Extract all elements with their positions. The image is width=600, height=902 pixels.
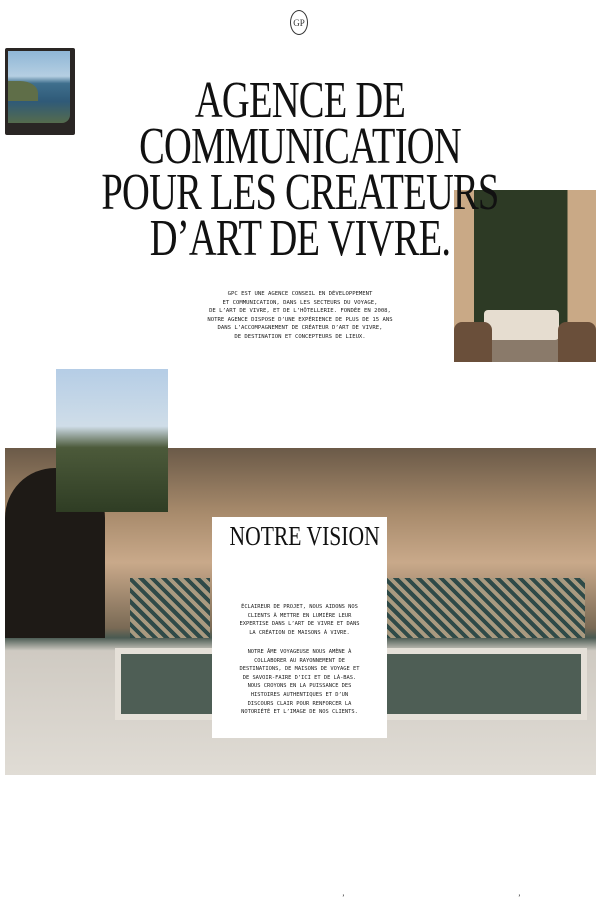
intro-line: GPC EST UNE AGENCE CONSEIL EN DÉVELOPPEMENT	[227, 291, 373, 297]
vision-line: DISCOURS CLAIR POUR RENFORCER LA	[247, 700, 352, 707]
title-line: COMMUNICATION	[139, 118, 461, 175]
title-line: D’ART DE VIVRE.	[149, 210, 451, 267]
vision-paragraph-1	[218, 603, 381, 637]
vision-line: LA CRÉATION DE MAISONS À VIVRE.	[249, 629, 350, 636]
vision-line: DESTINATIONS, DE MAISONS DE VOYAGE ET	[239, 666, 360, 673]
vision-line: NOTORIÉTÉ ET L’IMAGE DE NOS CLIENTS.	[241, 709, 358, 716]
vision-line: EXPERTISE DANS L’ART DE VIVRE ET DANS	[239, 621, 360, 628]
hero-title	[0, 72, 600, 267]
palm-trees-image	[56, 369, 168, 512]
vision-line: HISTOIRES AUTHENTIQUES ET D’UN	[250, 691, 349, 698]
vision-paragraph-2	[218, 648, 381, 717]
vision-line: NOTRE ÂME VOYAGEUSE NOUS AMÈNE À	[247, 649, 352, 655]
intro-line: DE DESTINATION ET CONCEPTEURS DE LIEUX.	[234, 333, 366, 340]
intro-line: DE L’ART DE VIVRE, ET DE L’HÔTELLERIE. FONDÉE EN 2008,	[209, 308, 391, 315]
vision-card	[212, 517, 387, 738]
vision-line: ÉCLAIREUR DE PROJET, NOUS AIDONS NOS	[241, 604, 358, 610]
vision-title: NOTRE VISION	[229, 521, 380, 551]
intro-line: DANS L’ACCOMPAGNEMENT DE CRÉATEUR D’ART DE VIVRE,	[217, 325, 383, 332]
vision-line: CLIENTS À METTRE EN LUMIÈRE LEUR	[247, 612, 352, 619]
title-line: POUR LES CREATEURS	[101, 164, 499, 221]
gp-logo[interactable]	[290, 10, 308, 35]
footer-mark: ’	[518, 893, 521, 902]
intro-line: ET COMMUNICATION, DANS LES SECTEURS DU VOYAGE,	[222, 299, 378, 306]
title-line: AGENCE DE	[194, 72, 406, 129]
intro-paragraph	[170, 290, 430, 342]
intro-line: NOTRE AGENCE DISPOSE D’UNE EXPÉRIENCE DE PLUS DE 15 ANS	[207, 316, 393, 323]
logo-text: GP	[293, 17, 305, 28]
footer-mark: ’	[342, 893, 345, 902]
vision-line: COLLABORER AU RAYONNEMENT DE	[254, 657, 345, 664]
vision-line: DE SAVOIR-FAIRE D’ICI ET DE LÀ-BAS.	[242, 674, 357, 681]
vision-line: NOUS CROYONS EN LA PUISSANCE DES	[247, 683, 352, 690]
